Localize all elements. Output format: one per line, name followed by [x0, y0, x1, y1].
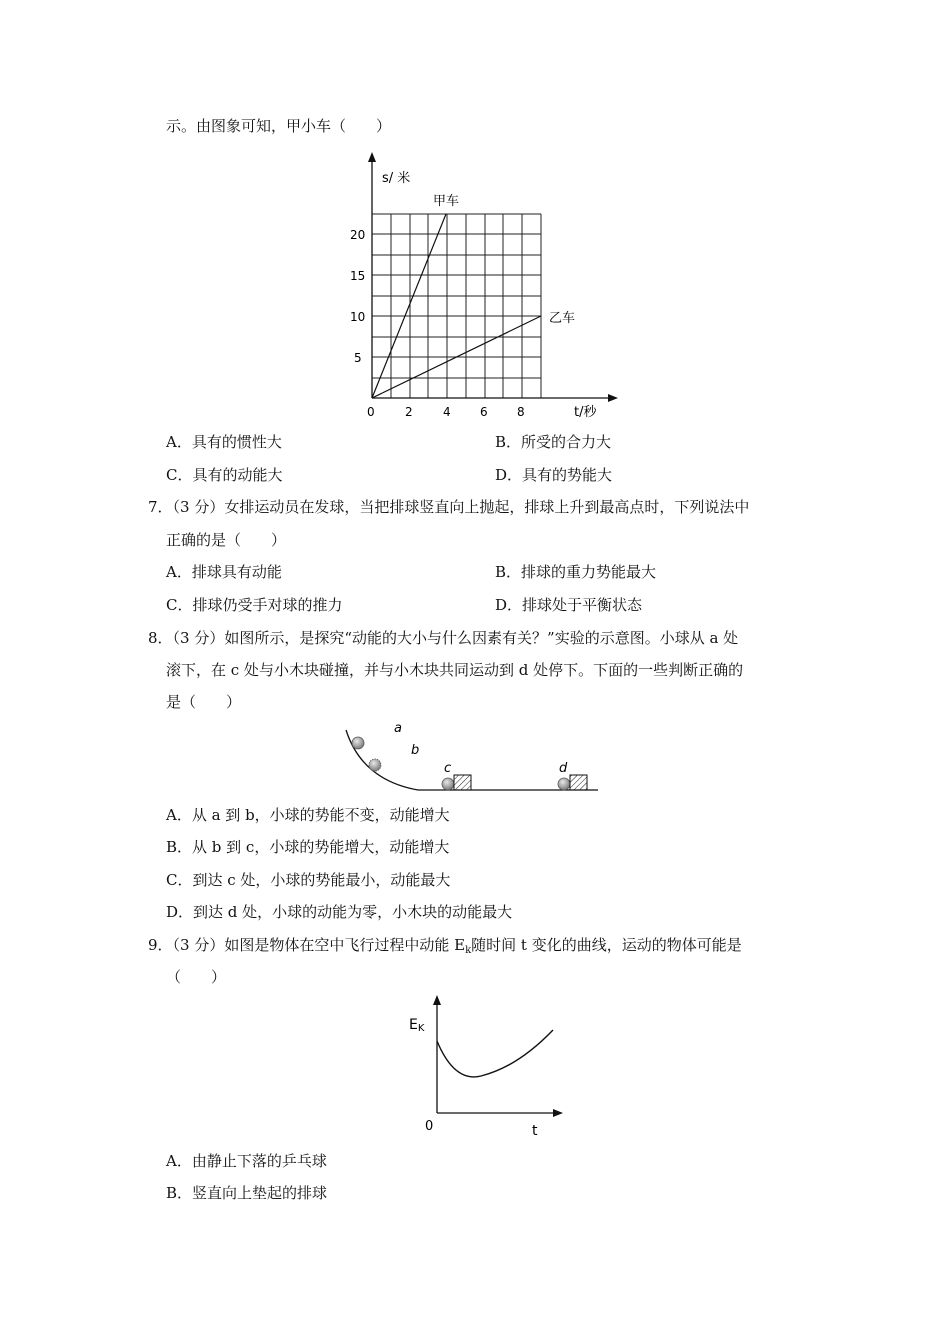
q8-label-a: a: [394, 721, 402, 736]
q6-line-jia-label: 甲车: [433, 194, 460, 209]
q7-option-a[interactable]: A．排球具有动能: [166, 563, 282, 581]
q9-stem-sub: k: [465, 945, 472, 956]
q9-stem-prefix: 9．（3 分）如图是物体在空中飞行过程中动能 E: [148, 936, 466, 954]
q9-option-a[interactable]: A．由静止下落的乒乓球: [166, 1152, 327, 1170]
q6-y-axis-arrow: [368, 152, 376, 162]
q6-y-tick-15: 15: [350, 269, 366, 283]
q6-y-axis-label: s/ 米: [382, 171, 411, 186]
q6-line-yi-label: 乙车: [549, 311, 576, 326]
q8-label-c: c: [444, 761, 452, 776]
q7-option-b[interactable]: B．排球的重力势能最大: [495, 563, 657, 581]
q6-option-d[interactable]: D．具有的势能大: [495, 466, 613, 484]
q8-option-b[interactable]: B．从 b 到 c，小球的势能增大，动能增大: [166, 838, 450, 856]
q6-line-jia: [372, 214, 446, 398]
q6-y-tick-20: 20: [350, 228, 366, 242]
q9-stem-line2: （ ）: [166, 968, 227, 986]
q8-ball-a: [352, 737, 364, 749]
q8-ball-c: [442, 778, 454, 790]
q6-x-tick-6: 6: [480, 405, 488, 419]
q6-stem-tail: 示。由图象可知，甲小车（ ）: [166, 117, 392, 135]
q8-stem-line3: 是（ ）: [166, 693, 242, 711]
q9-option-b[interactable]: B．竖直向上垫起的排球: [166, 1184, 328, 1202]
q8-ball-d: [558, 778, 570, 790]
q8-block-c: [454, 775, 471, 790]
q9-x-label: t: [532, 1123, 538, 1139]
q8-stem-line1: 8．（3 分）如图所示，是探究“动能的大小与什么因素有关？”实验的示意图。小球从 a 处: [148, 629, 739, 647]
q8-option-d[interactable]: D．到达 d 处，小球的动能为零，小木块的动能最大: [166, 903, 513, 921]
q6-x-axis-label: t/秒: [574, 405, 597, 420]
q9-origin-label: 0: [425, 1119, 434, 1134]
q9-y-axis-arrow: [433, 995, 441, 1005]
q7-stem-line1: 7．（3 分）女排运动员在发球，当把排球竖直向上抛起，排球上升到最高点时，下列说法中: [148, 498, 750, 516]
q8-stem-line2: 滚下，在 c 处与小木块碰撞，并与小木块共同运动到 d 处停下。下面的一些判断正确的: [166, 661, 744, 679]
q6-option-c[interactable]: C．具有的动能大: [166, 466, 283, 484]
q9-ek-curve: [437, 1030, 553, 1077]
q9-ek-graph: [405, 995, 565, 1143]
q9-y-label: [409, 1017, 425, 1034]
q7-stem-line2: 正确的是（ ）: [166, 531, 287, 549]
q7-option-c[interactable]: C．排球仍受手对球的推力: [166, 596, 343, 614]
q6-x-tick-8: 8: [517, 405, 525, 419]
q9-y-label-sub: K: [417, 1023, 425, 1034]
q8-label-d: d: [559, 761, 568, 776]
q6-origin-label: 0: [367, 405, 375, 419]
q6-y-tick-5: 5: [354, 351, 362, 365]
q6-y-tick-10: 10: [350, 310, 366, 324]
q8-ramp-figure: [340, 718, 602, 798]
q6-option-a[interactable]: A．具有的惯性大: [166, 433, 282, 451]
q7-option-d[interactable]: D．排球处于平衡状态: [495, 596, 643, 614]
q8-block-d: [570, 775, 587, 790]
q6-st-graph: [350, 150, 620, 420]
q8-option-c[interactable]: C．到达 c 处，小球的势能最小，动能最大: [166, 871, 451, 889]
q6-option-b[interactable]: B．所受的合力大: [495, 433, 612, 451]
q6-x-tick-2: 2: [405, 405, 413, 419]
q9-stem-line1: [148, 935, 742, 961]
q6-grid: [372, 214, 541, 398]
q6-x-tick-4: 4: [443, 405, 451, 419]
q8-option-a[interactable]: A．从 a 到 b，小球的势能不变，动能增大: [166, 806, 450, 824]
q8-label-b: b: [411, 743, 420, 758]
q9-y-label-main: E: [409, 1017, 418, 1033]
q9-x-axis-arrow: [553, 1109, 563, 1117]
q9-stem-suffix: 随时间 t 变化的曲线，运动的物体可能是: [471, 936, 742, 954]
q8-ball-b: [369, 759, 381, 771]
q6-x-axis-arrow: [608, 394, 618, 402]
